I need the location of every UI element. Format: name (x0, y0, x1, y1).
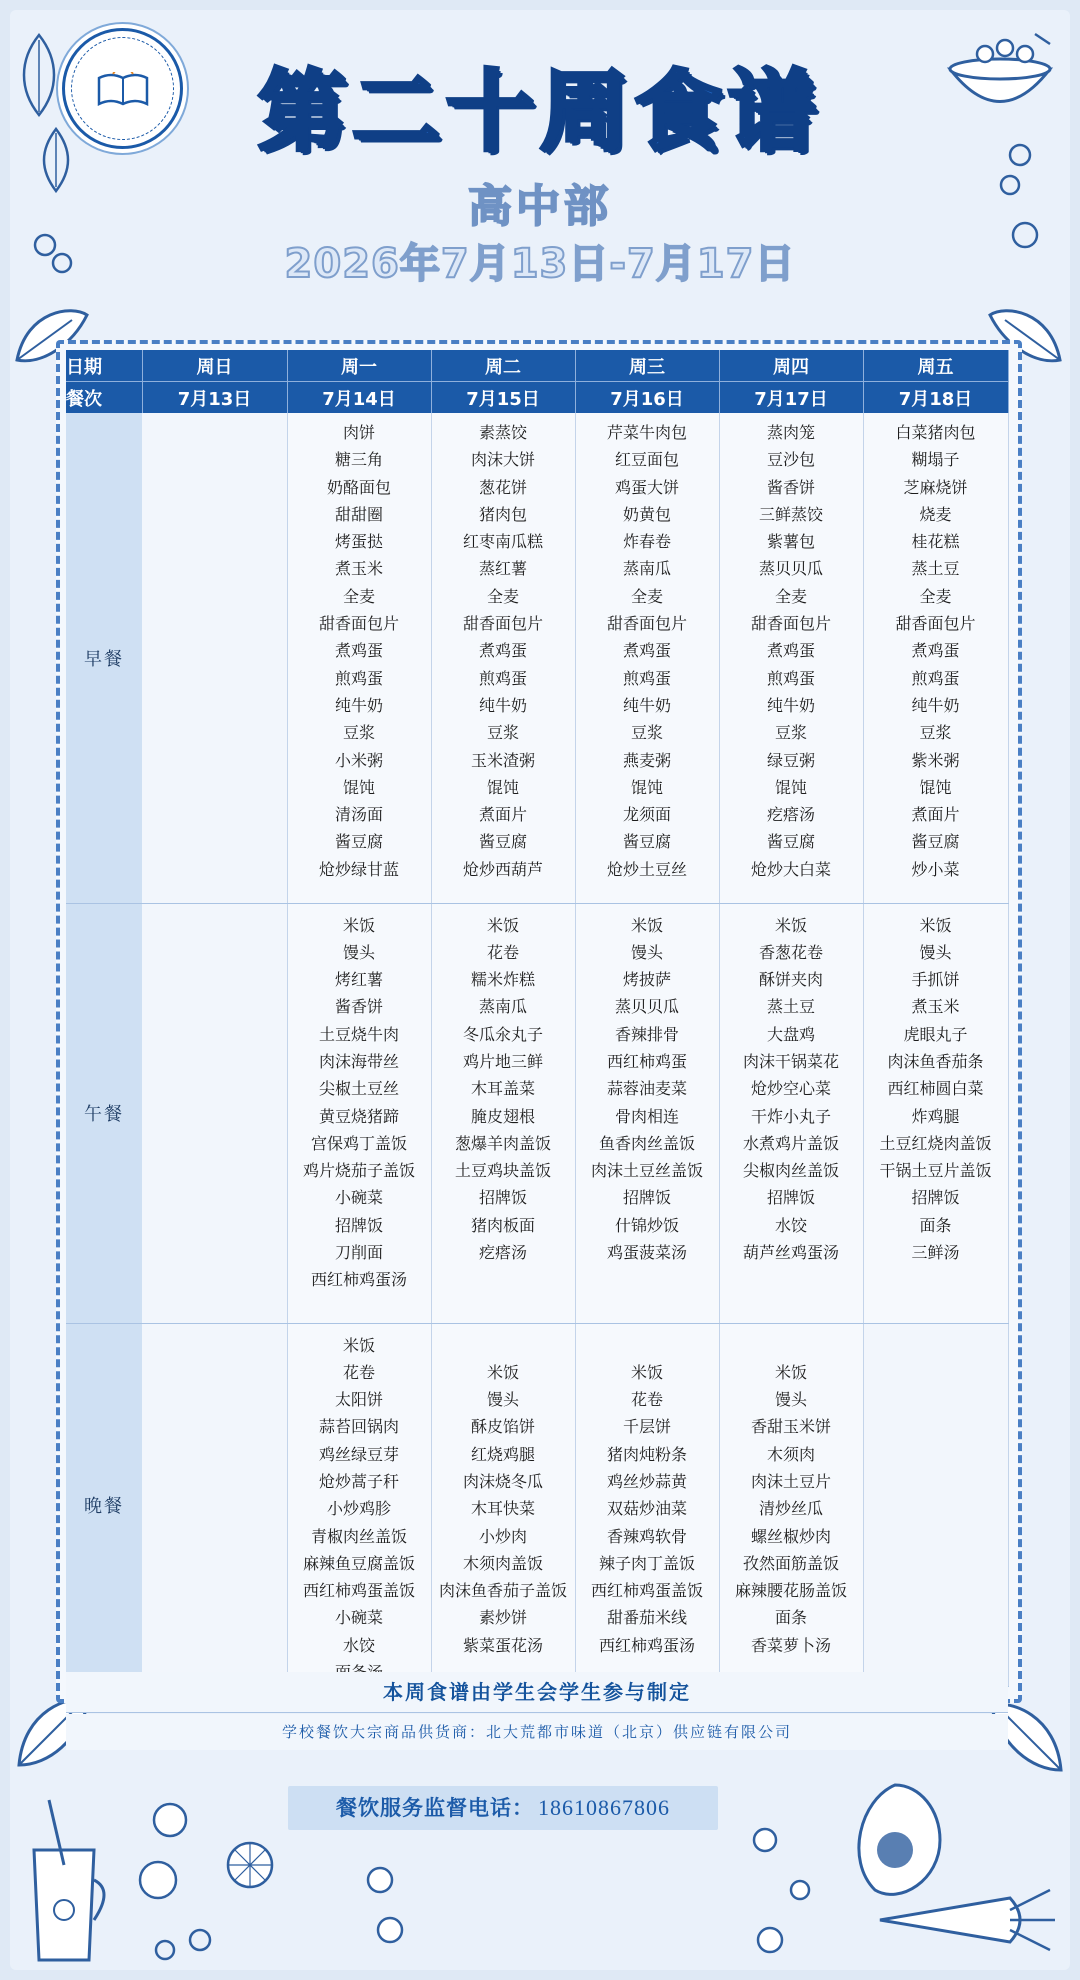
weekday-header: 周一 (287, 350, 431, 382)
dish-item: 蒸贝贝瓜 (614, 997, 679, 1017)
dish-item: 煎鸡蛋 (622, 668, 671, 688)
dish-item: 三鲜蒸饺 (758, 504, 823, 524)
dish-item: 双菇炒油菜 (606, 1499, 687, 1519)
date-header-row (66, 382, 1008, 414)
dish-item: 芹菜牛肉包 (606, 423, 687, 442)
dish-item: 米饭 (486, 915, 519, 935)
dish-list (576, 1324, 719, 1660)
dish-item: 紫菜蛋花汤 (462, 1635, 543, 1655)
dish-item: 骨肉相连 (614, 1106, 679, 1126)
dish-item: 煮面片 (911, 805, 960, 825)
menu-cell (719, 413, 863, 903)
dish-list (864, 1324, 1008, 1496)
dish-item: 纯牛奶 (334, 695, 383, 715)
dish-item: 酱豆腐 (334, 832, 383, 852)
dish-item: 腌皮翅根 (470, 1106, 535, 1126)
dish-item: 招牌饭 (622, 1188, 671, 1208)
dish-item: 麻辣鱼豆腐盖饭 (302, 1553, 415, 1573)
meal-row (66, 413, 1008, 903)
dish-item: 鸡丝炒蒜黄 (606, 1471, 687, 1491)
dish-item: 甜香面包片 (462, 614, 543, 634)
dish-item: 面条 (774, 1608, 807, 1628)
menu-cell (575, 903, 719, 1323)
date-header: 7月15日 (431, 382, 575, 414)
dish-item: 西红柿鸡蛋盖饭 (302, 1581, 415, 1601)
dish-item: 木须肉盖饭 (462, 1553, 543, 1573)
dish-item: 招牌饭 (911, 1188, 960, 1208)
menu-cell (142, 413, 287, 903)
dish-list (288, 413, 431, 883)
menu-cell (142, 1323, 287, 1687)
dish-item: 蒸南瓜 (622, 559, 671, 579)
dish-item: 素炒饼 (478, 1608, 527, 1628)
dish-item: 肉沫烧冬瓜 (462, 1471, 543, 1491)
dish-item: 土豆烧牛肉 (318, 1024, 399, 1044)
dish-item: 面条 (919, 1215, 952, 1235)
dish-item: 纯牛奶 (478, 695, 527, 715)
dish-item: 木耳快菜 (470, 1499, 535, 1519)
menu-cell (287, 903, 431, 1323)
dish-item: 全麦 (486, 586, 519, 606)
meal-label: 晚餐 (66, 1323, 142, 1687)
menu-cell (863, 903, 1008, 1323)
dish-item: 蒸肉笼 (766, 423, 815, 442)
dish-item: 烤披萨 (622, 970, 671, 990)
dish-item: 酥饼夹肉 (758, 970, 823, 990)
dish-item: 酱豆腐 (478, 832, 527, 852)
dish-item: 三鲜汤 (911, 1243, 960, 1263)
dish-list (432, 1324, 575, 1660)
dish-item: 炸鸡腿 (911, 1106, 960, 1126)
supplier-note: 学校餐饮大宗商品供货商：北大荒都市味道（北京）供应链有限公司 (66, 1714, 1008, 1750)
dish-item: 鸡片烧茄子盖饭 (302, 1161, 415, 1181)
dish-list (142, 1324, 287, 1496)
meal-row (66, 1323, 1008, 1687)
menu-cell (575, 1323, 719, 1687)
dish-item: 辣子肉丁盖饭 (598, 1553, 695, 1573)
meal-label: 早餐 (66, 413, 142, 903)
dish-item: 豆浆 (342, 723, 375, 743)
dish-list (864, 413, 1008, 883)
dish-item: 糊塌子 (911, 450, 960, 470)
dish-item: 馄饨 (486, 777, 519, 797)
dish-item: 香辣鸡软骨 (606, 1526, 687, 1546)
date-header: 7月13日 (142, 382, 287, 414)
dish-item: 煎鸡蛋 (911, 668, 960, 688)
menu-cell (431, 413, 575, 903)
dish-item: 全麦 (774, 586, 807, 606)
dish-item: 米饭 (342, 1335, 375, 1355)
date-header: 7月18日 (863, 382, 1008, 414)
dish-item: 肉沫干锅菜花 (742, 1051, 839, 1071)
dish-item: 全麦 (630, 586, 663, 606)
dish-item: 西红柿鸡蛋汤 (310, 1270, 407, 1290)
dish-item: 蒸贝贝瓜 (758, 559, 823, 579)
dish-list (576, 413, 719, 883)
dish-item: 刀削面 (334, 1243, 383, 1263)
menu-cell (287, 1323, 431, 1687)
dish-item: 土豆鸡块盖饭 (454, 1161, 551, 1181)
dish-item: 米饭 (342, 915, 375, 935)
dish-item: 纯牛奶 (622, 695, 671, 715)
date-header: 7月17日 (719, 382, 863, 414)
dish-item: 糖三角 (334, 450, 383, 470)
corner-date-label: 日期 (66, 350, 142, 382)
menu-table (66, 350, 1009, 1687)
dish-item: 豆沙包 (766, 450, 815, 470)
dish-item: 肉饼 (342, 423, 375, 442)
dish-item: 馄饨 (630, 777, 663, 797)
dish-item: 甜香面包片 (606, 614, 687, 634)
dish-item: 鸡丝绿豆芽 (318, 1444, 399, 1464)
dish-item: 煮鸡蛋 (766, 641, 815, 661)
dish-item: 西红柿圆白菜 (887, 1079, 984, 1099)
dish-item: 木须肉 (766, 1444, 815, 1464)
dish-item: 馒头 (774, 1390, 807, 1410)
footer-note: 本周食谱由学生会学生参与制定 (66, 1672, 1008, 1713)
dish-item: 炝炒蒿子秆 (318, 1471, 399, 1491)
dish-item: 清炒丝瓜 (758, 1499, 823, 1519)
dish-item: 猪肉包 (478, 504, 527, 524)
meal-label: 午餐 (66, 903, 142, 1323)
weekday-header: 周五 (863, 350, 1008, 382)
date-range: 2026年7月13日-7月17日 (284, 241, 796, 287)
dish-item: 肉沫鱼香茄子盖饭 (438, 1581, 567, 1601)
service-hotline (288, 1786, 718, 1830)
dish-item: 疙瘩汤 (478, 1243, 527, 1263)
dish-item: 小碗菜 (334, 1608, 383, 1628)
dish-item: 水饺 (342, 1635, 375, 1655)
dish-item: 西红柿鸡蛋 (606, 1051, 687, 1071)
dish-item: 馄饨 (919, 777, 952, 797)
dish-item: 猪肉炖粉条 (606, 1444, 687, 1464)
dish-item: 烧麦 (919, 504, 952, 524)
dish-item: 清汤面 (334, 805, 383, 825)
dish-item: 玉米渣粥 (470, 750, 535, 770)
dish-list (288, 1324, 431, 1687)
dish-item: 孜然面筋盖饭 (742, 1553, 839, 1573)
dish-item: 素蒸饺 (478, 423, 527, 442)
dish-item: 纯牛奶 (766, 695, 815, 715)
dish-item: 奶酪面包 (326, 477, 391, 497)
dish-item: 酱香饼 (334, 997, 383, 1017)
dish-item: 香葱花卷 (758, 942, 823, 962)
dish-item: 馒头 (342, 942, 375, 962)
dish-item: 炒小菜 (911, 859, 960, 879)
dish-item: 煮鸡蛋 (478, 641, 527, 661)
dish-item: 米饭 (486, 1362, 519, 1382)
dish-item: 豆浆 (486, 723, 519, 743)
dish-item: 什锦炒饭 (614, 1215, 679, 1235)
dish-item: 炝炒空心菜 (750, 1079, 831, 1099)
carrot-icon (870, 1880, 1060, 1960)
dish-item: 芝麻烧饼 (903, 477, 968, 497)
date-header: 7月14日 (287, 382, 431, 414)
dish-item: 奶黄包 (622, 504, 671, 524)
dish-item: 葱花饼 (478, 477, 527, 497)
dish-item: 麻辣腰花肠盖饭 (734, 1581, 847, 1601)
dish-item: 全麦 (342, 586, 375, 606)
dish-item: 桂花糕 (911, 532, 960, 552)
menu-cell (287, 413, 431, 903)
dish-item: 白菜猪肉包 (895, 423, 976, 442)
dish-item: 土豆红烧肉盖饭 (879, 1133, 992, 1153)
dish-item: 红烧鸡腿 (470, 1444, 535, 1464)
dish-item: 豆浆 (630, 723, 663, 743)
dish-item: 烤蛋挞 (334, 532, 383, 552)
dish-item: 小炒鸡胗 (326, 1499, 391, 1519)
dish-item: 鸡蛋大饼 (614, 477, 679, 497)
dish-item: 糯米炸糕 (470, 970, 535, 990)
dish-list (864, 904, 1008, 1267)
dish-item: 米饭 (630, 1362, 663, 1382)
dish-item: 尖椒土豆丝 (318, 1079, 399, 1099)
menu-cell (719, 1323, 863, 1687)
dish-item: 米饭 (774, 915, 807, 935)
menu-cell (431, 1323, 575, 1687)
dish-item: 黄豆烧猪蹄 (318, 1106, 399, 1126)
dish-item: 蒜苔回锅肉 (318, 1417, 399, 1437)
dish-item: 煮玉米 (334, 559, 383, 579)
dish-item: 煮鸡蛋 (334, 641, 383, 661)
dish-item: 千层饼 (622, 1417, 671, 1437)
dish-item: 猪肉板面 (470, 1215, 535, 1235)
dish-item: 酱香饼 (766, 477, 815, 497)
dish-item: 酱豆腐 (911, 832, 960, 852)
dish-item: 疙瘩汤 (766, 805, 815, 825)
dish-item: 肉沫土豆片 (750, 1471, 831, 1491)
dish-item: 烤红薯 (334, 970, 383, 990)
date-header: 7月16日 (575, 382, 719, 414)
dish-item: 香辣排骨 (614, 1024, 679, 1044)
dish-item: 葫芦丝鸡蛋汤 (742, 1243, 839, 1263)
dish-item: 龙须面 (622, 805, 671, 825)
dish-item: 肉沫大饼 (470, 450, 535, 470)
dish-item: 红枣南瓜糕 (462, 532, 543, 552)
dish-item: 肉沫土豆丝盖饭 (590, 1161, 703, 1181)
dish-item: 煎鸡蛋 (766, 668, 815, 688)
dish-item: 招牌饭 (766, 1188, 815, 1208)
dish-item: 水饺 (774, 1215, 807, 1235)
dish-item: 冬瓜氽丸子 (462, 1024, 543, 1044)
dish-item: 香菜萝卜汤 (750, 1635, 831, 1655)
dish-item: 煮鸡蛋 (622, 641, 671, 661)
dish-item: 甜甜圈 (334, 504, 383, 524)
berries-doodle-icon (740, 1820, 830, 1960)
dish-item: 米饭 (919, 915, 952, 935)
dish-list (432, 413, 575, 883)
menu-cell (719, 903, 863, 1323)
dish-list (288, 904, 431, 1294)
dish-item: 炝炒土豆丝 (606, 859, 687, 879)
dish-list (576, 904, 719, 1267)
dish-list (720, 1324, 863, 1660)
dish-item: 红豆面包 (614, 450, 679, 470)
dish-item: 青椒肉丝盖饭 (310, 1526, 407, 1546)
dish-item: 小米粥 (334, 750, 383, 770)
weekday-header: 周四 (719, 350, 863, 382)
dish-item: 西红柿鸡蛋汤 (598, 1635, 695, 1655)
dish-item: 鸡片地三鲜 (462, 1051, 543, 1071)
dish-item: 小碗菜 (334, 1188, 383, 1208)
dish-list (432, 904, 575, 1267)
dish-item: 鱼香肉丝盖饭 (598, 1133, 695, 1153)
meal-row (66, 903, 1008, 1323)
dish-item: 鸡蛋菠菜汤 (606, 1243, 687, 1263)
lemon-slice-icon (130, 1800, 280, 1970)
hotline-label: 餐饮服务监督电话： (336, 1796, 534, 1820)
dish-item: 炝炒西葫芦 (462, 859, 543, 879)
dish-item: 馄饨 (342, 777, 375, 797)
menu-cell (863, 413, 1008, 903)
dish-item: 蒸南瓜 (478, 997, 527, 1017)
department-title: 高中部 (468, 181, 612, 232)
dish-item: 紫米粥 (911, 750, 960, 770)
page-title: 第二十周食谱 (257, 60, 822, 163)
dish-item: 木耳盖菜 (470, 1079, 535, 1099)
berries-doodle-icon (360, 1860, 420, 1950)
dish-item: 馄饨 (774, 777, 807, 797)
dish-item: 炝炒绿甘蓝 (318, 859, 399, 879)
dish-item: 蒜蓉油麦菜 (606, 1079, 687, 1099)
dish-item: 干锅土豆片盖饭 (879, 1161, 992, 1181)
dish-item: 燕麦粥 (622, 750, 671, 770)
dish-item: 尖椒肉丝盖饭 (742, 1161, 839, 1181)
dish-item: 花卷 (486, 942, 519, 962)
dish-item: 紫薯包 (766, 532, 815, 552)
dish-item: 葱爆羊肉盖饭 (454, 1133, 551, 1153)
menu-cell (863, 1323, 1008, 1687)
dish-item: 甜香面包片 (895, 614, 976, 634)
dish-item: 蒸土豆 (911, 559, 960, 579)
dish-item: 纯牛奶 (911, 695, 960, 715)
weekday-header-row (66, 350, 1008, 382)
dish-item: 米饭 (630, 915, 663, 935)
dish-list (142, 413, 287, 637)
weekday-header: 周二 (431, 350, 575, 382)
dish-item: 酱豆腐 (622, 832, 671, 852)
dish-item: 酱豆腐 (766, 832, 815, 852)
dish-item: 豆浆 (919, 723, 952, 743)
dish-list (720, 904, 863, 1267)
dish-item: 绿豆粥 (766, 750, 815, 770)
hotline-number: 18610867806 (538, 1795, 670, 1820)
dish-item: 煎鸡蛋 (334, 668, 383, 688)
menu-cell (575, 413, 719, 903)
dish-item: 甜香面包片 (750, 614, 831, 634)
dish-item: 馒头 (919, 942, 952, 962)
dish-item: 太阳饼 (334, 1390, 383, 1410)
dish-item: 大盘鸡 (766, 1024, 815, 1044)
dish-item: 水煮鸡片盖饭 (742, 1133, 839, 1153)
dish-item: 馒头 (630, 942, 663, 962)
dish-item: 炸春卷 (622, 532, 671, 552)
dish-item: 全麦 (919, 586, 952, 606)
dish-item: 酥皮馅饼 (470, 1417, 535, 1437)
dish-list (720, 413, 863, 883)
dish-item: 西红柿鸡蛋盖饭 (590, 1581, 703, 1601)
dish-item: 煎鸡蛋 (478, 668, 527, 688)
dish-list (142, 904, 287, 1103)
dish-item: 小炒肉 (478, 1526, 527, 1546)
dish-item: 煮鸡蛋 (911, 641, 960, 661)
dish-item: 米饭 (774, 1362, 807, 1382)
menu-cell (142, 903, 287, 1323)
dish-item: 香甜玉米饼 (750, 1417, 831, 1437)
weekday-header: 周日 (142, 350, 287, 382)
dish-item: 干炸小丸子 (750, 1106, 831, 1126)
dish-item: 豆浆 (774, 723, 807, 743)
dish-item: 蒸土豆 (766, 997, 815, 1017)
dish-item: 招牌饭 (478, 1188, 527, 1208)
menu-cell (431, 903, 575, 1323)
juice-jar-icon (14, 1790, 114, 1970)
dish-item: 肉沫鱼香茄条 (887, 1051, 984, 1071)
corner-meal-label: 餐次 (66, 382, 142, 414)
dish-item: 炝炒大白菜 (750, 859, 831, 879)
dish-item: 虎眼丸子 (903, 1024, 968, 1044)
dish-item: 花卷 (630, 1390, 663, 1410)
dish-item: 馒头 (486, 1390, 519, 1410)
dish-item: 甜香面包片 (318, 614, 399, 634)
dish-item: 蒸红薯 (478, 559, 527, 579)
dish-item: 宫保鸡丁盖饭 (310, 1133, 407, 1153)
dish-item: 甜番茄米线 (606, 1608, 687, 1628)
dish-item: 煮玉米 (911, 997, 960, 1017)
dish-item: 招牌饭 (334, 1215, 383, 1235)
weekday-header: 周三 (575, 350, 719, 382)
dish-item: 螺丝椒炒肉 (750, 1526, 831, 1546)
dish-item: 肉沫海带丝 (318, 1051, 399, 1071)
dish-item: 花卷 (342, 1362, 375, 1382)
dish-item: 手抓饼 (911, 970, 960, 990)
dish-item: 煮面片 (478, 805, 527, 825)
